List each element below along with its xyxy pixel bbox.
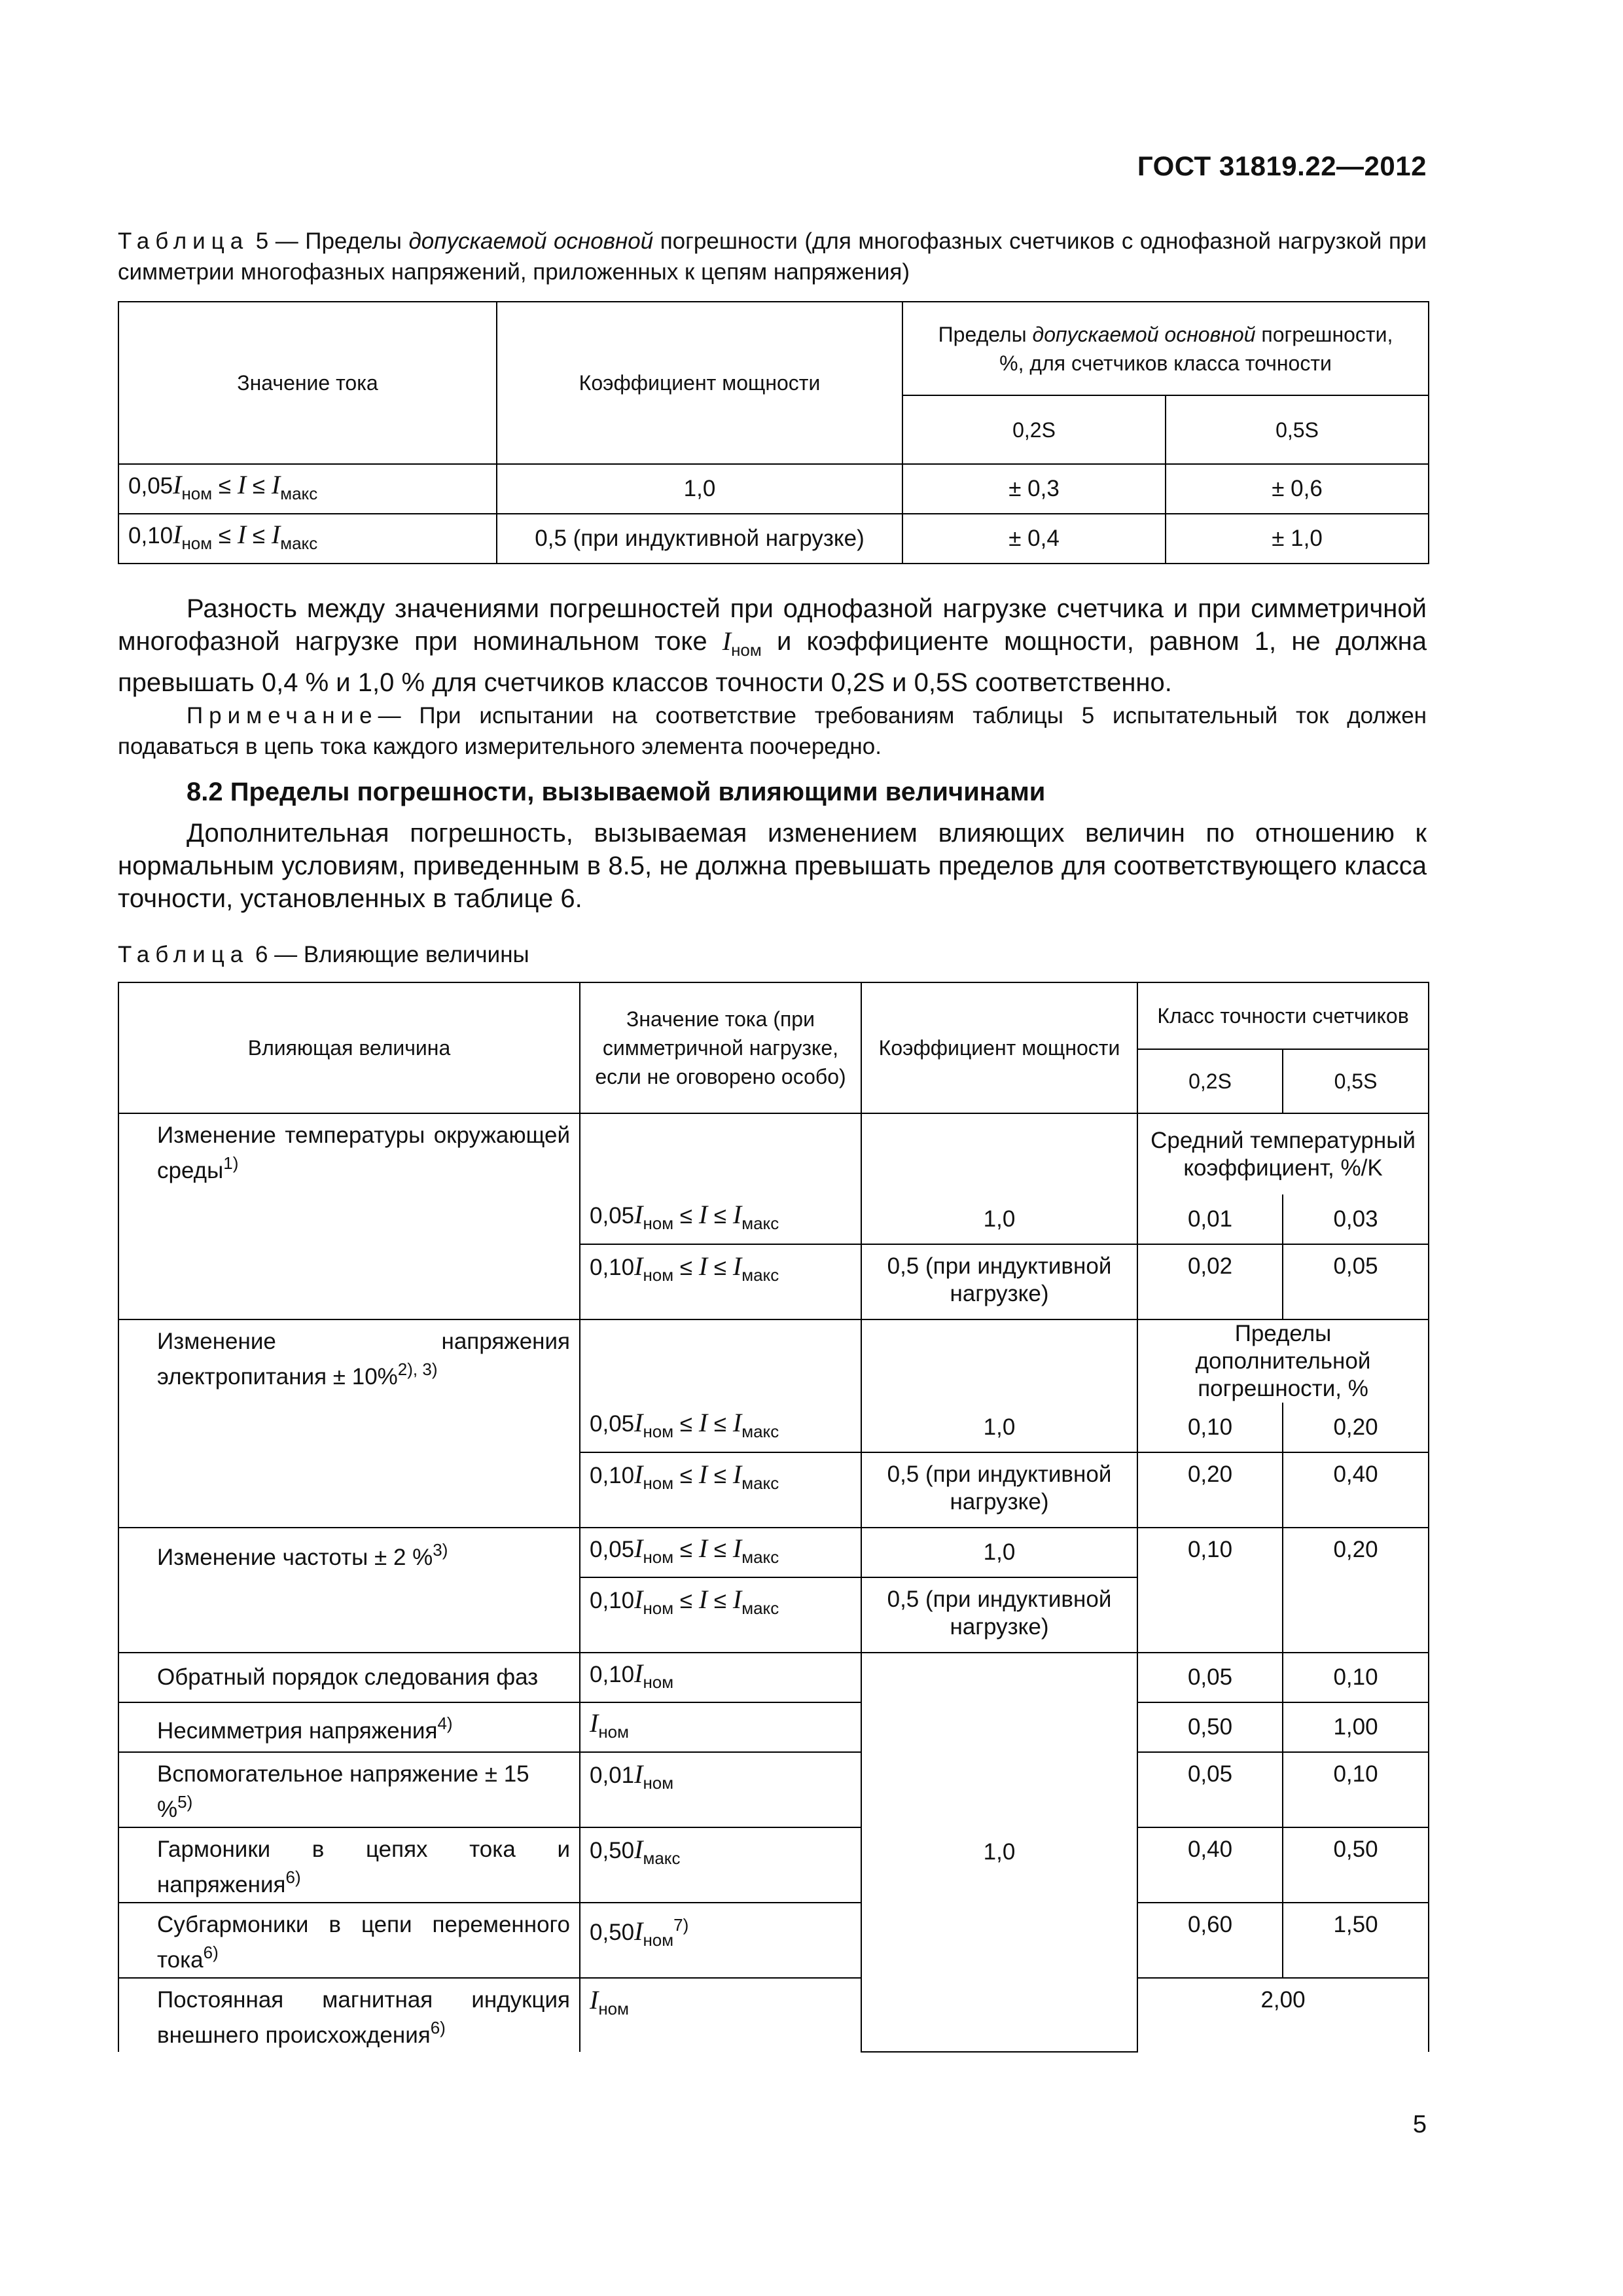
paragraph-additional-error: Дополнительная погрешность, вызываемая изменением влияющих величин по отношению к нормальным условиям, приведенным в 8.5, не должна превышать пределов для соответствующего класса точности, установленных в таблице 6. (118, 819, 1427, 913)
current-range: $0,05I_{ном} \le I \le I_{макс}$ (580, 1403, 861, 1452)
value-05s: 0,20 (1283, 1528, 1429, 1653)
power-factor: 0,5 (при индуктивной нагрузке) (861, 1577, 1137, 1653)
table5-header-pf: Коэффициент мощности (497, 302, 902, 464)
value-05s: 0,50 (1283, 1827, 1429, 1903)
value-02s: 0,20 (1137, 1452, 1283, 1528)
table6-header-class: Класс точности счетчиков (1137, 982, 1429, 1049)
table-row (118, 514, 1429, 564)
quantity-phase-sequence: Обратный порядок следования фаз (118, 1653, 580, 1702)
value-02s: 0,10 (1137, 1528, 1283, 1653)
current-value: $0,50I_{ном}^{7)}$ (580, 1903, 861, 1978)
value-02s: 0,02 (1137, 1244, 1283, 1319)
value-02s: 0,05 (1137, 1653, 1283, 1702)
note: Примечание— При испытании на соответствие требованиям таблицы 5 испытательный ток должен подаваться в цепь тока каждого измерительного элемента поочередно. (118, 703, 1427, 759)
power-factor: 0,5 (при индуктивной нагрузке) (497, 514, 902, 564)
current-range: $0,05I_{ном} \le I \le I_{макс}$ (580, 1194, 861, 1244)
table-row (118, 1113, 1429, 1194)
current-range: $0,10I_{ном} \le I \le I_{макс}$ (580, 1577, 861, 1653)
current-range: $0,10I_{ном} \le I \le I_{макс}$ (118, 514, 497, 564)
value-02s: 0,01 (1137, 1194, 1283, 1244)
current-value: $0,50I_{макс}$ (580, 1827, 861, 1903)
table-row (118, 1978, 1429, 2052)
table5 (118, 301, 1429, 564)
value-05s: 0,10 (1283, 1653, 1429, 1702)
quantity-frequency: Изменение частоты ± 2 %$^{3)}$ (118, 1528, 580, 1653)
value-02s: 0,60 (1137, 1903, 1283, 1978)
value-02s: 0,40 (1137, 1827, 1283, 1903)
table6-class-05s: 0,5S (1283, 1049, 1429, 1113)
value-05s: 0,03 (1283, 1194, 1429, 1244)
table-row (118, 1827, 1429, 1903)
value-05s: 1,50 (1283, 1903, 1429, 1978)
quantity-harmonics: Гармоники в цепях тока и напряжения$^{6)}$ (118, 1827, 580, 1903)
document-id: ГОСТ 31819.22—2012 (1137, 151, 1427, 181)
value-05s: 0,10 (1283, 1752, 1429, 1827)
limit-02s: ± 0,3 (902, 464, 1166, 514)
current-value: $0,01I_{ном}$ (580, 1752, 861, 1827)
power-factor: 0,5 (при индуктивной нагрузке) (861, 1244, 1137, 1319)
value-02s: 0,05 (1137, 1752, 1283, 1827)
current-range: $0,10I_{ном} \le I \le I_{макс}$ (580, 1244, 861, 1319)
table6 (118, 982, 1429, 2053)
power-factor: 1,0 (861, 1403, 1137, 1452)
table5-class-02s: 0,2S (902, 395, 1166, 464)
power-factor: 1,0 (861, 1194, 1137, 1244)
current-value: $I_{ном}$ (580, 1702, 861, 1752)
quantity-voltage: Изменение напряжения электропитания ± 10%$^{2), 3)}$ (118, 1319, 580, 1528)
current-range: $0,05I_{ном} \le I \le I_{макс}$ (580, 1528, 861, 1577)
limit-05s: ± 0,6 (1166, 464, 1429, 514)
quantity-temperature: Изменение температуры окружающей среды$^{1)}$ (118, 1113, 580, 1319)
table5-header-current: Значение тока (118, 302, 497, 464)
table-row (118, 1752, 1429, 1827)
table6-class-02s: 0,2S (1137, 1049, 1283, 1113)
value-05s: 0,20 (1283, 1403, 1429, 1452)
current-value: $I_{ном}$ (580, 1978, 861, 2052)
quantity-voltage-unbalance: Несимметрия напряжения$^{4)}$ (118, 1702, 580, 1752)
power-factor: 1,0 (861, 1528, 1137, 1577)
table-row (118, 1319, 1429, 1403)
value-combined: 2,00 (1137, 1978, 1429, 2052)
power-factor: 1,0 (497, 464, 902, 514)
table6-header-pf: Коэффициент мощности (861, 982, 1137, 1113)
current-value: $0,10I_{ном}$ (580, 1653, 861, 1702)
current-range: $0,05I_{ном} \le I \le I_{макс}$ (118, 464, 497, 514)
temperature-coefficient-header: Средний температурный коэффициент, %/K (1137, 1113, 1429, 1194)
page-number: 5 (1412, 2111, 1427, 2138)
quantity-auxiliary-voltage: Вспомогательное напряжение ± 15 %$^{5)}$ (118, 1752, 580, 1827)
table5-header-limits: Пределы допускаемой основной погрешности, %, для счетчиков класса точности (902, 302, 1429, 395)
value-05s: 0,40 (1283, 1452, 1429, 1528)
value-05s: 0,05 (1283, 1244, 1429, 1319)
value-02s: 0,50 (1137, 1702, 1283, 1752)
additional-error-header: Пределы дополнительной погрешности, % (1137, 1319, 1429, 1403)
table6-header-quantity: Влияющая величина (118, 982, 580, 1113)
table6-caption: Таблица 6 — Влияющие величины (118, 942, 529, 967)
table6-header-current: Значение тока (при симметричной нагрузке, если не оговорено особо) (580, 982, 861, 1113)
table5-class-05s: 0,5S (1166, 395, 1429, 464)
limit-02s: ± 0,4 (902, 514, 1166, 564)
table-row (118, 464, 1429, 514)
power-factor: 0,5 (при индуктивной нагрузке) (861, 1452, 1137, 1528)
limit-05s: ± 1,0 (1166, 514, 1429, 564)
power-factor: 1,0 (861, 1653, 1137, 2052)
paragraph-error-difference: Разность между значениями погрешностей при однофазной нагрузке счетчика и при симметричной многофазной нагрузке при номинальном токе $I_{ном}$ и коэффициенте мощности, равном 1, не должна превышать 0,4 % и 1,0 % для счетчиков классов точности 0,2S и 0,5S соответственно. (118, 594, 1427, 697)
table-row (118, 1702, 1429, 1752)
table-row (118, 1528, 1429, 1577)
table5-caption: Таблица 5 — Пределы допускаемой основной погрешности (для многофазных счетчиков с однофазной нагрузкой при симметрии многофазных напряжений, приложенных к цепям напряжения) (118, 228, 1427, 285)
table-row (118, 1903, 1429, 1978)
quantity-magnetic-induction: Постоянная магнитная индукция внешнего происхождения$^{6)}$ (118, 1978, 580, 2052)
value-02s: 0,10 (1137, 1403, 1283, 1452)
current-range: $0,10I_{ном} \le I \le I_{макс}$ (580, 1452, 861, 1528)
section-heading: 8.2 Пределы погрешности, вызываемой влияющими величинами (187, 778, 1046, 806)
quantity-subharmonics: Субгармоники в цепи переменного тока$^{6)}$ (118, 1903, 580, 1978)
table-row (118, 1653, 1429, 1702)
value-05s: 1,00 (1283, 1702, 1429, 1752)
